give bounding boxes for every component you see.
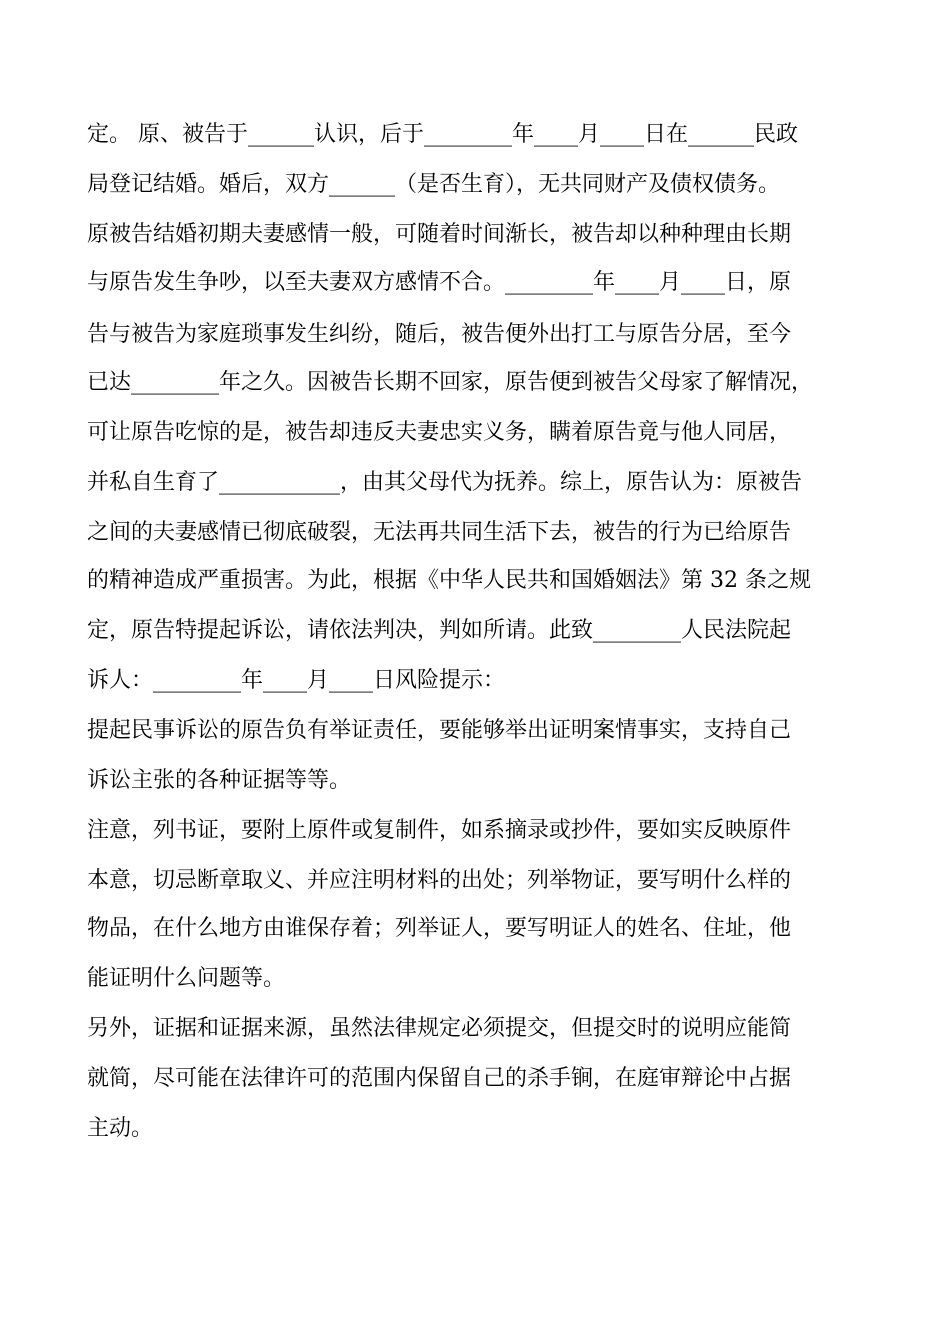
text-line-10: 的精神造成严重损害。为此，根据《中华人民共和国婚姻法》第 32 条之规 <box>87 568 811 593</box>
text-line-18: 能证明什么问题等。 <box>87 966 286 991</box>
text-line-1: 定。 原、被告于______认识，后于________年____月____日在______民政 <box>87 122 798 147</box>
text-line-5: 告与被告为家庭琐事发生纠纷，随后，被告便外出打工与原告分居，至今 <box>87 322 792 347</box>
text-line-3: 原被告结婚初期夫妻感情一般，可随着时间渐长，被告却以种种理由长期 <box>87 222 792 247</box>
text-line-2: 局登记结婚。婚后，双方______（是否生育），无共同财产及债权债务。 <box>87 172 781 197</box>
text-line-14: 诉讼主张的各种证据等等。 <box>87 768 352 793</box>
text-line-17: 物品，在什么地方由谁保存着；列举证人，要写明证人的姓名、住址，他 <box>87 916 792 941</box>
text-line-11: 定，原告特提起诉讼，请依法判决，判如所请。此致________人民法院起 <box>87 618 792 643</box>
text-line-21: 主动。 <box>87 1116 154 1141</box>
text-line-16: 本意，切忌断章取义、并应注明材料的出处；列举物证，要写明什么样的 <box>87 868 792 893</box>
text-line-4: 与原告发生争吵，以至夫妻双方感情不合。________年____月____日，原 <box>87 270 792 295</box>
text-line-6: 已达________年之久。因被告长期不回家，原告便到被告父母家了解情况， <box>87 370 814 395</box>
text-line-12: 诉人：________年____月____日风险提示： <box>87 668 506 693</box>
text-line-15: 注意，列书证，要附上原件或复制件，如系摘录或抄件，要如实反映原件 <box>87 818 792 843</box>
text-line-9: 之间的夫妻感情已彻底破裂，无法再共同生活下去，被告的行为已给原告 <box>87 520 792 545</box>
text-line-19: 另外，证据和证据来源，虽然法律规定必须提交，但提交时的说明应能简 <box>87 1016 792 1041</box>
text-line-7: 可让原告吃惊的是，被告却违反夫妻忠实义务，瞒着原告竟与他人同居， <box>87 420 792 445</box>
text-line-13: 提起民事诉讼的原告负有举证责任，要能够举出证明案情事实，支持自己 <box>87 718 792 743</box>
text-line-20: 就简，尽可能在法律许可的范围内保留自己的杀手锏，在庭审辩论中占据 <box>87 1066 792 1091</box>
text-line-8: 并私自生育了___________，由其父母代为抚养。综上，原告认为：原被告 <box>87 470 803 495</box>
